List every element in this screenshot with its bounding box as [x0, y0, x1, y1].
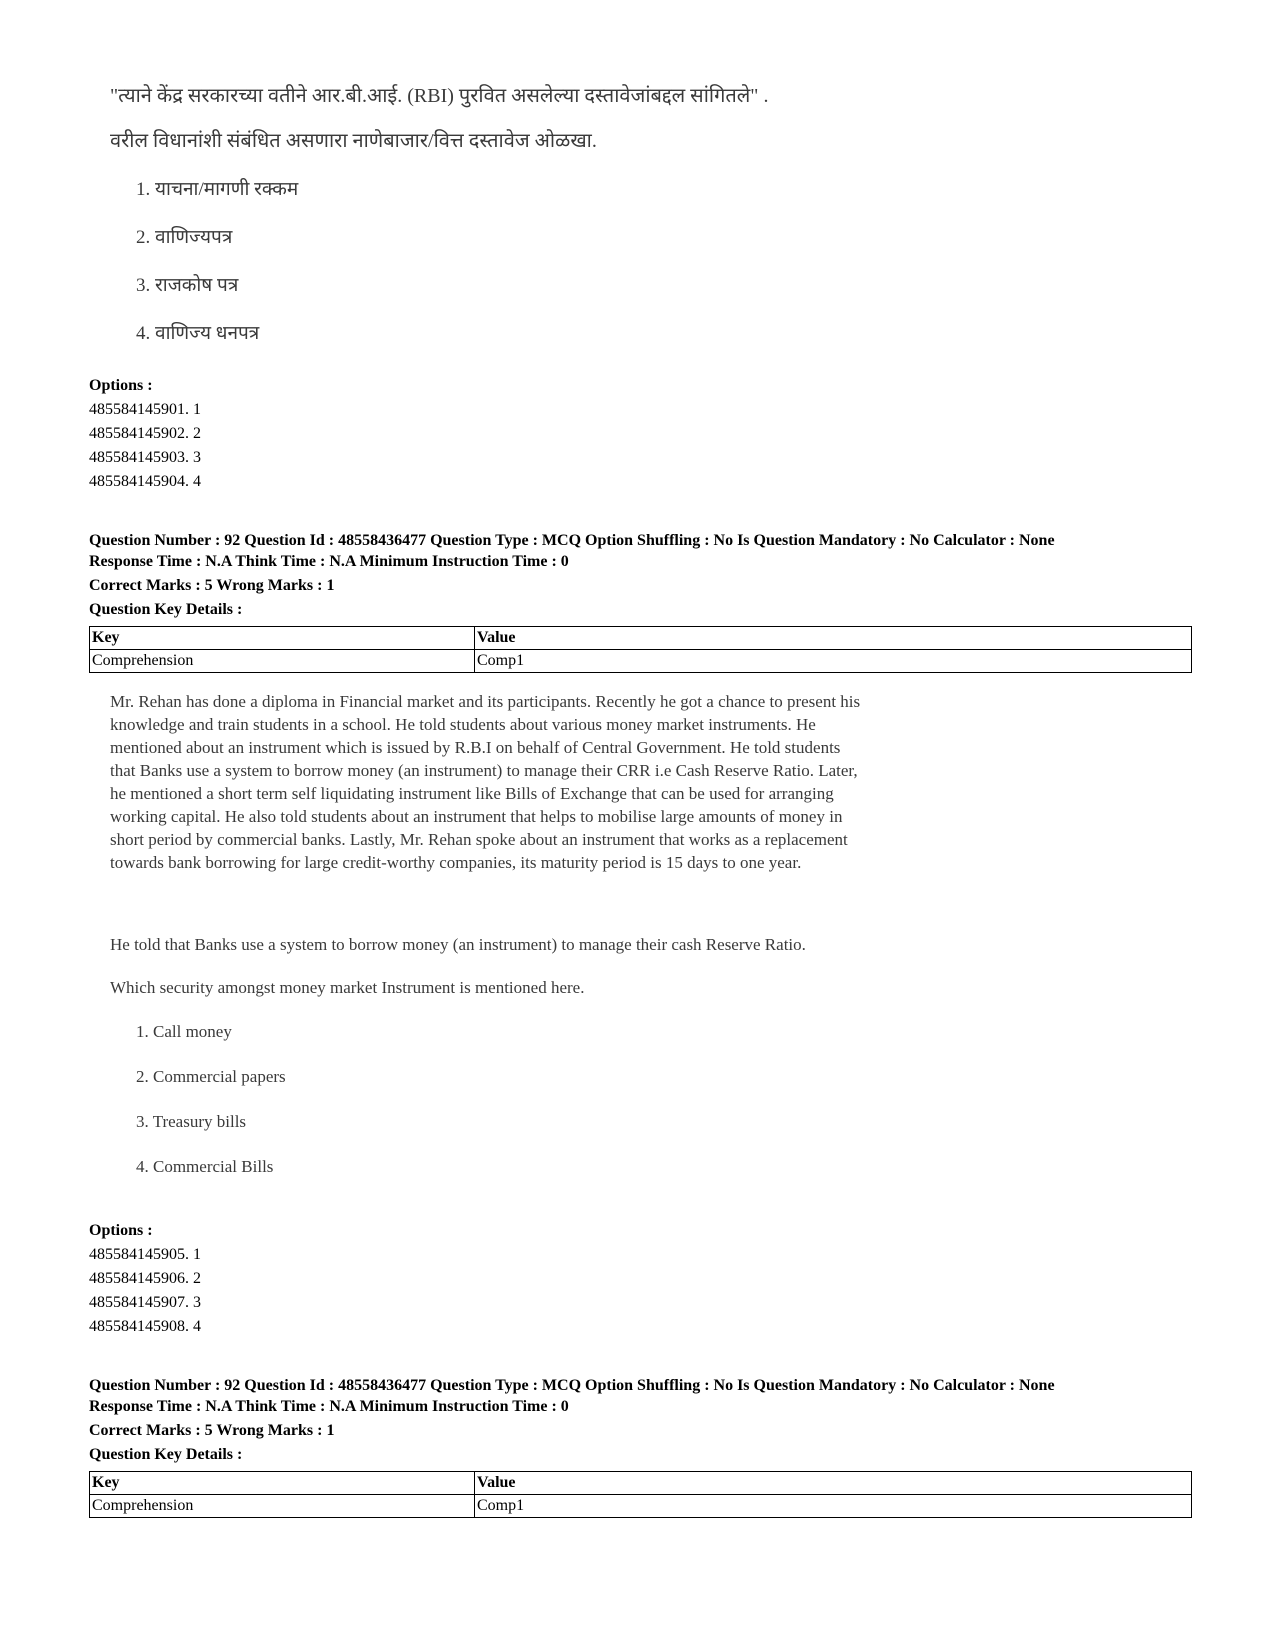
table-row: [90, 1495, 1192, 1518]
answer-choice: 3. राजकोष पत्र: [136, 275, 239, 296]
table-header-row: [90, 1472, 1192, 1495]
options-heading: Options :: [89, 1222, 153, 1239]
question-text-line: He told that Banks use a system to borrow money (an instrument) to manage their cash Reserve Ratio.: [110, 935, 806, 954]
passage-line: that Banks use a system to borrow money (an instrument) to manage their CRR i.e Cash Reserve Ratio. Later,: [110, 761, 858, 780]
table-header-cell: Value: [475, 1472, 1192, 1495]
passage-line: knowledge and train students in a school. He told students about various money market instruments. He: [110, 715, 816, 734]
question-image-english: [100, 690, 1050, 1200]
option-item: 485584145902. 2: [89, 425, 201, 442]
table-cell: Comp1: [475, 650, 1192, 673]
table-header-row: [90, 627, 1192, 650]
passage-line: he mentioned a short term self liquidating instrument like Bills of Exchange that can be used for arranging: [110, 784, 834, 803]
key-details-heading: Question Key Details :: [89, 601, 243, 618]
marks-line: Correct Marks : 5 Wrong Marks : 1: [89, 577, 335, 594]
table-cell: Comp1: [475, 1495, 1192, 1518]
option-item: 485584145903. 3: [89, 449, 201, 466]
table-cell: Comprehension: [90, 1495, 475, 1518]
option-item: 485584145901. 1: [89, 401, 201, 418]
question-meta-line: Question Number : 92 Question Id : 48558436477 Question Type : MCQ Option Shuffling : No Is Question Mandatory : No Calculator : None: [89, 532, 1055, 549]
answer-choice: 2. वाणिज्यपत्र: [136, 227, 233, 248]
table-row: [90, 650, 1192, 673]
table-header-cell: Key: [90, 1472, 475, 1495]
answer-choice: 1. याचना/मागणी रक्कम: [136, 179, 299, 200]
question-text-line: वरील विधानांशी संबंधित असणारा नाणेबाजार/वित्त दस्तावेज ओळखा.: [110, 130, 597, 152]
option-item: 485584145905. 1: [89, 1246, 201, 1263]
answer-choice: 2. Commercial papers: [136, 1067, 286, 1086]
passage-line: mentioned about an instrument which is issued by R.B.I on behalf of Central Government. He told students: [110, 738, 841, 757]
passage-line: Mr. Rehan has done a diploma in Financial market and its participants. Recently he got a chance to present his: [110, 692, 861, 711]
answer-choice: 4. वाणिज्य धनपत्र: [136, 323, 260, 344]
question-image-marathi: [100, 75, 860, 355]
option-item: 485584145908. 4: [89, 1318, 201, 1335]
question-text-line: Which security amongst money market Instrument is mentioned here.: [110, 978, 585, 997]
key-value-table: [89, 626, 1192, 673]
question-meta-line: Response Time : N.A Think Time : N.A Minimum Instruction Time : 0: [89, 553, 569, 570]
options-heading: Options :: [89, 377, 153, 394]
answer-choice: 1. Call money: [136, 1022, 232, 1041]
option-item: 485584145906. 2: [89, 1270, 201, 1287]
table-header-cell: Value: [475, 627, 1192, 650]
option-item: 485584145904. 4: [89, 473, 201, 490]
table-header-cell: Key: [90, 627, 475, 650]
key-details-heading: Question Key Details :: [89, 1446, 243, 1463]
option-item: 485584145907. 3: [89, 1294, 201, 1311]
answer-choice: 3. Treasury bills: [136, 1112, 247, 1131]
key-value-table: [89, 1471, 1192, 1518]
passage-line: towards bank borrowing for large credit-worthy companies, its maturity period is 15 days to one year.: [110, 853, 802, 872]
question-meta-line: Question Number : 92 Question Id : 48558436477 Question Type : MCQ Option Shuffling : No Is Question Mandatory : No Calculator : None: [89, 1377, 1055, 1394]
marks-line: Correct Marks : 5 Wrong Marks : 1: [89, 1422, 335, 1439]
passage-line: working capital. He also told students about an instrument that helps to mobilise large amounts of money in: [110, 807, 843, 826]
table-cell: Comprehension: [90, 650, 475, 673]
question-text-line: "त्याने केंद्र सरकारच्या वतीने आर.बी.आई. (RBI) पुरवित असलेल्या दस्तावेजांबद्दल सांगितले" .: [110, 85, 769, 107]
passage-line: short period by commercial banks. Lastly, Mr. Rehan spoke about an instrument that works as a replacement: [110, 830, 848, 849]
question-meta-line: Response Time : N.A Think Time : N.A Minimum Instruction Time : 0: [89, 1398, 569, 1415]
answer-choice: 4. Commercial Bills: [136, 1157, 274, 1176]
